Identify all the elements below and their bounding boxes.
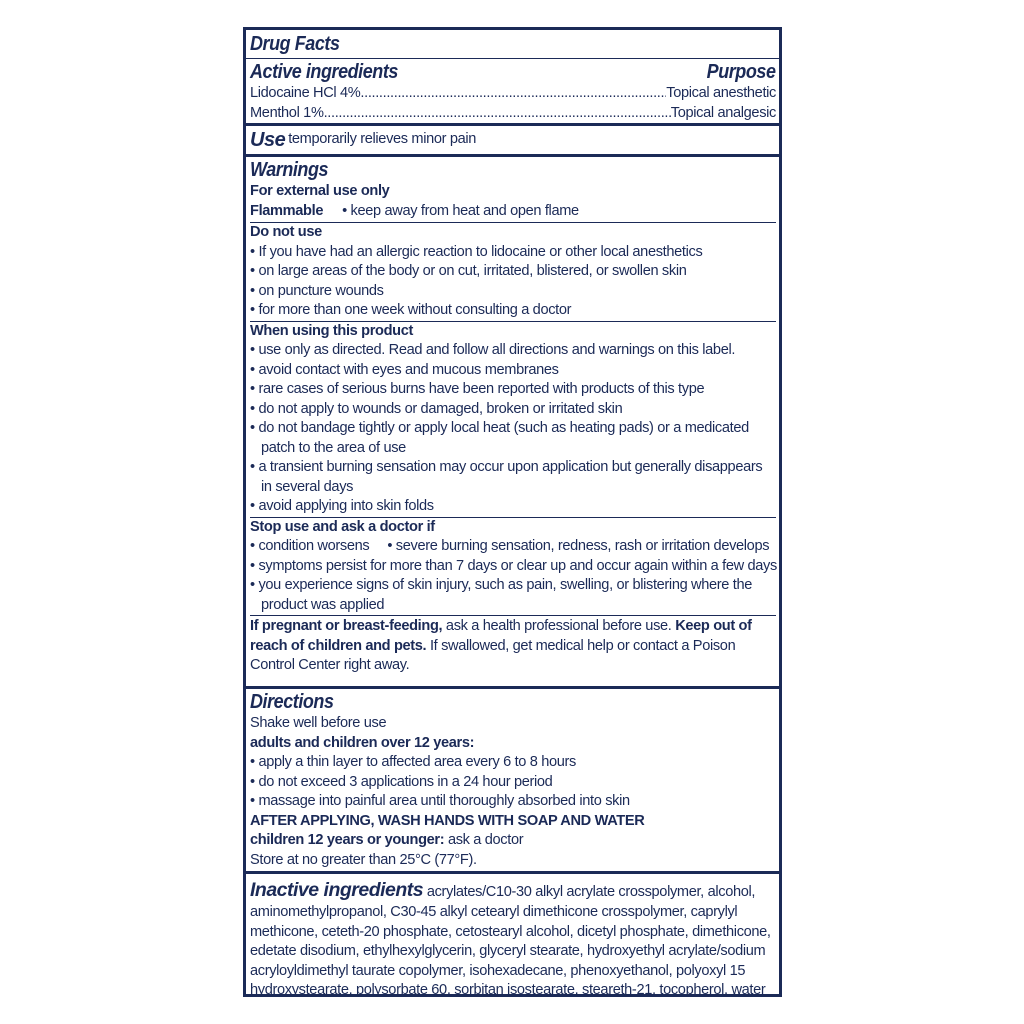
title-section [246, 30, 779, 59]
when-using-block [250, 321, 776, 517]
ingredient-name: Lidocaine HCl 4% [250, 85, 361, 101]
list-item: • apply a thin layer to affected area every 6 to 8 hours [250, 754, 576, 770]
active-ingredients-section [246, 59, 779, 126]
list-item: • on puncture wounds [250, 282, 384, 299]
list-item: • massage into painful area until thoroughly absorbed into skin [250, 793, 630, 809]
warnings-section [246, 157, 779, 689]
ingredient-purpose: Topical analgesic [670, 104, 776, 121]
storage-note: Store at no greater than 25°C (77°F). [250, 851, 477, 868]
active-ingredient-row [250, 104, 776, 124]
list-item: • avoid applying into skin folds [250, 498, 434, 514]
inactive-ingredients-text-block [250, 874, 776, 1001]
list-item: • do not apply to wounds or damaged, broken or irritated skin [250, 400, 623, 417]
list-item: • condition worsens [250, 538, 370, 554]
do-not-use-block [250, 222, 776, 321]
directions-heading: Directions [250, 691, 334, 713]
pregnant-label: If pregnant or breast-feeding, [250, 618, 443, 634]
inactive-ingredients-section [246, 874, 779, 1001]
use-section [246, 126, 779, 157]
warnings-heading: Warnings [250, 159, 329, 181]
stop-use-heading: Stop use and ask a doctor if [250, 518, 435, 535]
keep-out-text: If swallowed, get medical help or contact a Poison Control Center right away. [250, 637, 736, 673]
page-title: Drug Facts [250, 33, 340, 55]
list-item: • you experience signs of skin injury, such as pain, swelling, or blistering where the product was applied [250, 577, 753, 613]
active-ingredients-heading: Active ingredients [250, 61, 398, 83]
shake-note: Shake well before use [250, 715, 387, 731]
after-applying-note: AFTER APPLYING, WASH HANDS WITH SOAP AND WATER [250, 812, 645, 829]
list-item: • avoid contact with eyes and mucous membranes [250, 361, 559, 378]
do-not-use-heading: Do not use [250, 224, 322, 240]
directions-section [246, 689, 779, 874]
list-item: • for more than one week without consulting a doctor [250, 302, 572, 318]
list-item: • rare cases of serious burns have been reported with products of this type [250, 381, 705, 397]
pregnant-text: ask a health professional before use. [442, 618, 676, 634]
use-heading: Use [250, 129, 286, 151]
list-item: • severe burning sensation, redness, rash or irritation develops [387, 538, 770, 554]
flammable-text: • keep away from heat and open flame [342, 202, 579, 219]
inactive-ingredients-heading: Inactive ingredients [250, 879, 424, 901]
list-item: • If you have had an allergic reaction to lidocaine or other local anesthetics [250, 243, 703, 260]
dot-leader [360, 84, 666, 104]
use-text: temporarily relieves minor pain [288, 131, 477, 148]
inactive-ingredients-list: acrylates/C10-30 alkyl acrylate crosspolymer, alcohol, aminomethylpropanol, C30-45 alkyl cetearyl dimethicone crosspolymer, caprylyl methicone, ceteth-20 phosphate, cetostearyl alcohol, dicetyl phosphate, dimethicone, edetate disodium, ethylhexylglycerin, glyceryl stearate, hydroxyethyl acrylate/sodium acryloyldimethyl taurate copolymer, isohexadecane, phenoxyethanol, polyoxyl 15 hydroxystearate, polysorbate 60, sorbitan isostearate, steareth-21, tocopherol, water [250, 884, 771, 999]
active-ingredient-row [250, 84, 776, 104]
adults-heading: adults and children over 12 years: [250, 734, 475, 751]
purpose-heading: Purpose [707, 61, 776, 83]
external-use-note: For external use only [250, 183, 390, 199]
when-using-heading: When using this product [250, 322, 414, 339]
list-item: • on large areas of the body or on cut, irritated, blistered, or swollen skin [250, 263, 687, 279]
flammable-label: Flammable [250, 202, 324, 219]
list-item: • symptoms persist for more than 7 days or clear up and occur again within a few days [250, 557, 777, 574]
keep-out-label: Keep out of reach of children and pets. [250, 618, 752, 654]
ingredient-purpose: Topical anesthetic [666, 85, 776, 101]
dot-leader [324, 104, 671, 124]
list-item: • use only as directed. Read and follow all directions and warnings on this label. [250, 342, 736, 358]
list-item: • do not exceed 3 applications in a 24 hour period [250, 773, 553, 790]
stop-use-block [250, 517, 776, 616]
ingredient-name: Menthol 1% [250, 104, 324, 121]
list-item: • do not bandage tightly or apply local heat (such as heating pads) or a medicated patch to the area of use [250, 420, 749, 456]
list-item: • a transient burning sensation may occur upon application but generally disappears in several days [250, 459, 763, 495]
drug-facts-panel [243, 27, 782, 997]
children-label: children 12 years or younger: [250, 832, 445, 848]
pregnancy-keep-out-block [250, 615, 776, 676]
children-text: ask a doctor [444, 832, 524, 848]
